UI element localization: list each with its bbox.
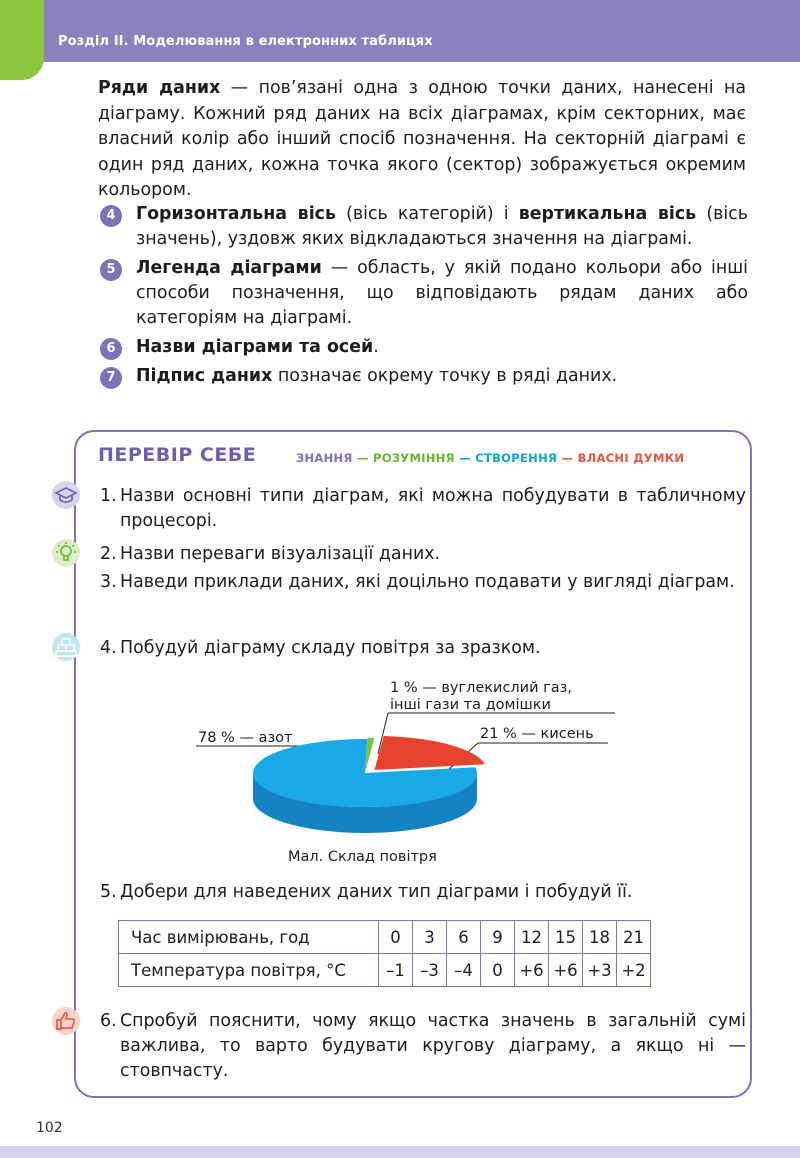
intro-term: Ряди даних	[98, 78, 221, 98]
label-other-2: інші гази та домішки	[390, 697, 551, 713]
list-item-term-2: вертикальна вісь	[518, 204, 697, 224]
table-cell: 9	[481, 921, 515, 954]
table-cell: –1	[379, 954, 413, 987]
task-text: Добери для наведених даних тип діаграми і побудуй її.	[120, 882, 633, 902]
table-row-header: Температура повітря, °C	[119, 954, 379, 987]
table-cell: –3	[413, 954, 447, 987]
task-text: Наведи приклади даних, які доцільно подавати у вигляді діаграм.	[120, 572, 735, 592]
pie-slice-кисень	[374, 736, 484, 770]
table-row-header: Час вимірювань, год	[119, 921, 379, 954]
level-separator: —	[352, 451, 374, 465]
table-cell: 3	[413, 921, 447, 954]
label-other: 1 % — вуглекислий газ,	[390, 680, 572, 696]
level-creation: СТВОРЕННЯ	[475, 451, 558, 465]
task-3	[100, 570, 746, 595]
list-item-text-2: (вісь значень), уздовж яких відкладаються значення на діаграмі.	[136, 204, 748, 249]
table-cell: –4	[447, 954, 481, 987]
footer-bar	[0, 1146, 800, 1158]
blocks-icon	[52, 633, 80, 661]
level-opinion: ВЛАСНІ ДУМКИ	[577, 451, 685, 465]
page-number: 102	[36, 1120, 63, 1136]
task-2	[100, 542, 746, 567]
thumbs-up-icon	[52, 1007, 80, 1035]
task-number: 2.	[100, 544, 117, 564]
task-number: 5.	[100, 882, 117, 902]
label-oxygen: 21 % — кисень	[480, 726, 594, 742]
intro-paragraph	[98, 76, 746, 204]
table-cell: 21	[617, 921, 651, 954]
level-understanding: РОЗУМІННЯ	[373, 451, 455, 465]
task-text: Назви переваги візуалізації даних.	[120, 544, 441, 564]
chart-caption: Мал. Склад повітря	[288, 849, 437, 865]
number-badge: 4	[100, 205, 122, 227]
section-title: Розділ II. Моделювання в електронних таблицях	[58, 34, 433, 49]
table-cell: 15	[549, 921, 583, 954]
level-separator: —	[454, 451, 476, 465]
task-6	[100, 1009, 746, 1084]
number-badge: 6	[100, 338, 122, 360]
list-item-term: Підпис даних	[136, 366, 273, 386]
task-number: 4.	[100, 638, 117, 658]
task-text: Назви основні типи діаграм, які можна побудувати в табличному процесорі.	[120, 486, 746, 531]
table-row	[119, 954, 651, 987]
list-item	[100, 335, 748, 360]
task-number: 3.	[100, 572, 117, 592]
task-4	[100, 636, 746, 661]
temperature-table	[118, 920, 651, 987]
list-item	[100, 364, 748, 389]
level-knowledge: ЗНАННЯ	[296, 451, 353, 465]
table-cell: 6	[447, 921, 481, 954]
task-1	[100, 484, 746, 534]
table-cell: +6	[549, 954, 583, 987]
list-item-text: (вісь категорій) і	[335, 204, 519, 224]
table-row	[119, 921, 651, 954]
label-nitrogen: 78 % — азот	[198, 730, 293, 746]
list-item-text: — область, у якій подано кольори або інші способи позначення, що відповідають рядам даних або категоріям на діаграмі.	[136, 258, 748, 328]
task-text: Спробуй пояснити, чому якщо частка значень в загальній сумі важлива, то варто будувати кругову діаграму, а якщо ні — стовпчасту.	[120, 1011, 746, 1081]
level-separator: —	[557, 451, 578, 465]
list-item-term: Легенда діаграми	[136, 258, 322, 278]
section-tab	[0, 0, 44, 80]
intro-text: — пов’язані одна з одною точки даних, нанесені на діаграму. Кожний ряд даних на всіх діаграмах, крім секторних, має власний колір або інший спосіб позначення. На секторній діаграмі є один ряд даних, кожна точка якого (сектор) зображується окремим кольором.	[98, 78, 746, 201]
air-composition-pie-chart	[190, 668, 630, 848]
table-cell: +3	[583, 954, 617, 987]
lightbulb-icon	[52, 539, 80, 567]
table-cell: 18	[583, 921, 617, 954]
table-cell: +6	[515, 954, 549, 987]
list-item-text: позначає окрему точку в ряді даних.	[272, 366, 618, 386]
task-text: Побудуй діаграму складу повітря за зразком.	[120, 638, 541, 658]
list-item-text: .	[373, 337, 379, 357]
list-item-term: Горизонтальна вісь	[136, 204, 336, 224]
table-cell: +2	[617, 954, 651, 987]
task-5	[100, 880, 746, 905]
task-number: 6.	[100, 1011, 117, 1031]
numbered-list	[100, 202, 748, 393]
table-cell: 0	[379, 921, 413, 954]
levels-legend	[296, 451, 684, 465]
list-item	[100, 256, 748, 331]
number-badge: 7	[100, 367, 122, 389]
pie-slices	[253, 736, 485, 833]
number-badge: 5	[100, 259, 122, 281]
list-item	[100, 202, 748, 252]
table-cell: 12	[515, 921, 549, 954]
list-item-term: Назви діаграми та осей	[136, 337, 374, 357]
self-check-title: ПЕРЕВІР СЕБЕ	[98, 444, 257, 466]
header-bar	[0, 0, 800, 62]
graduation-cap-icon	[52, 481, 80, 509]
table-cell: 0	[481, 954, 515, 987]
task-number: 1.	[100, 486, 117, 506]
